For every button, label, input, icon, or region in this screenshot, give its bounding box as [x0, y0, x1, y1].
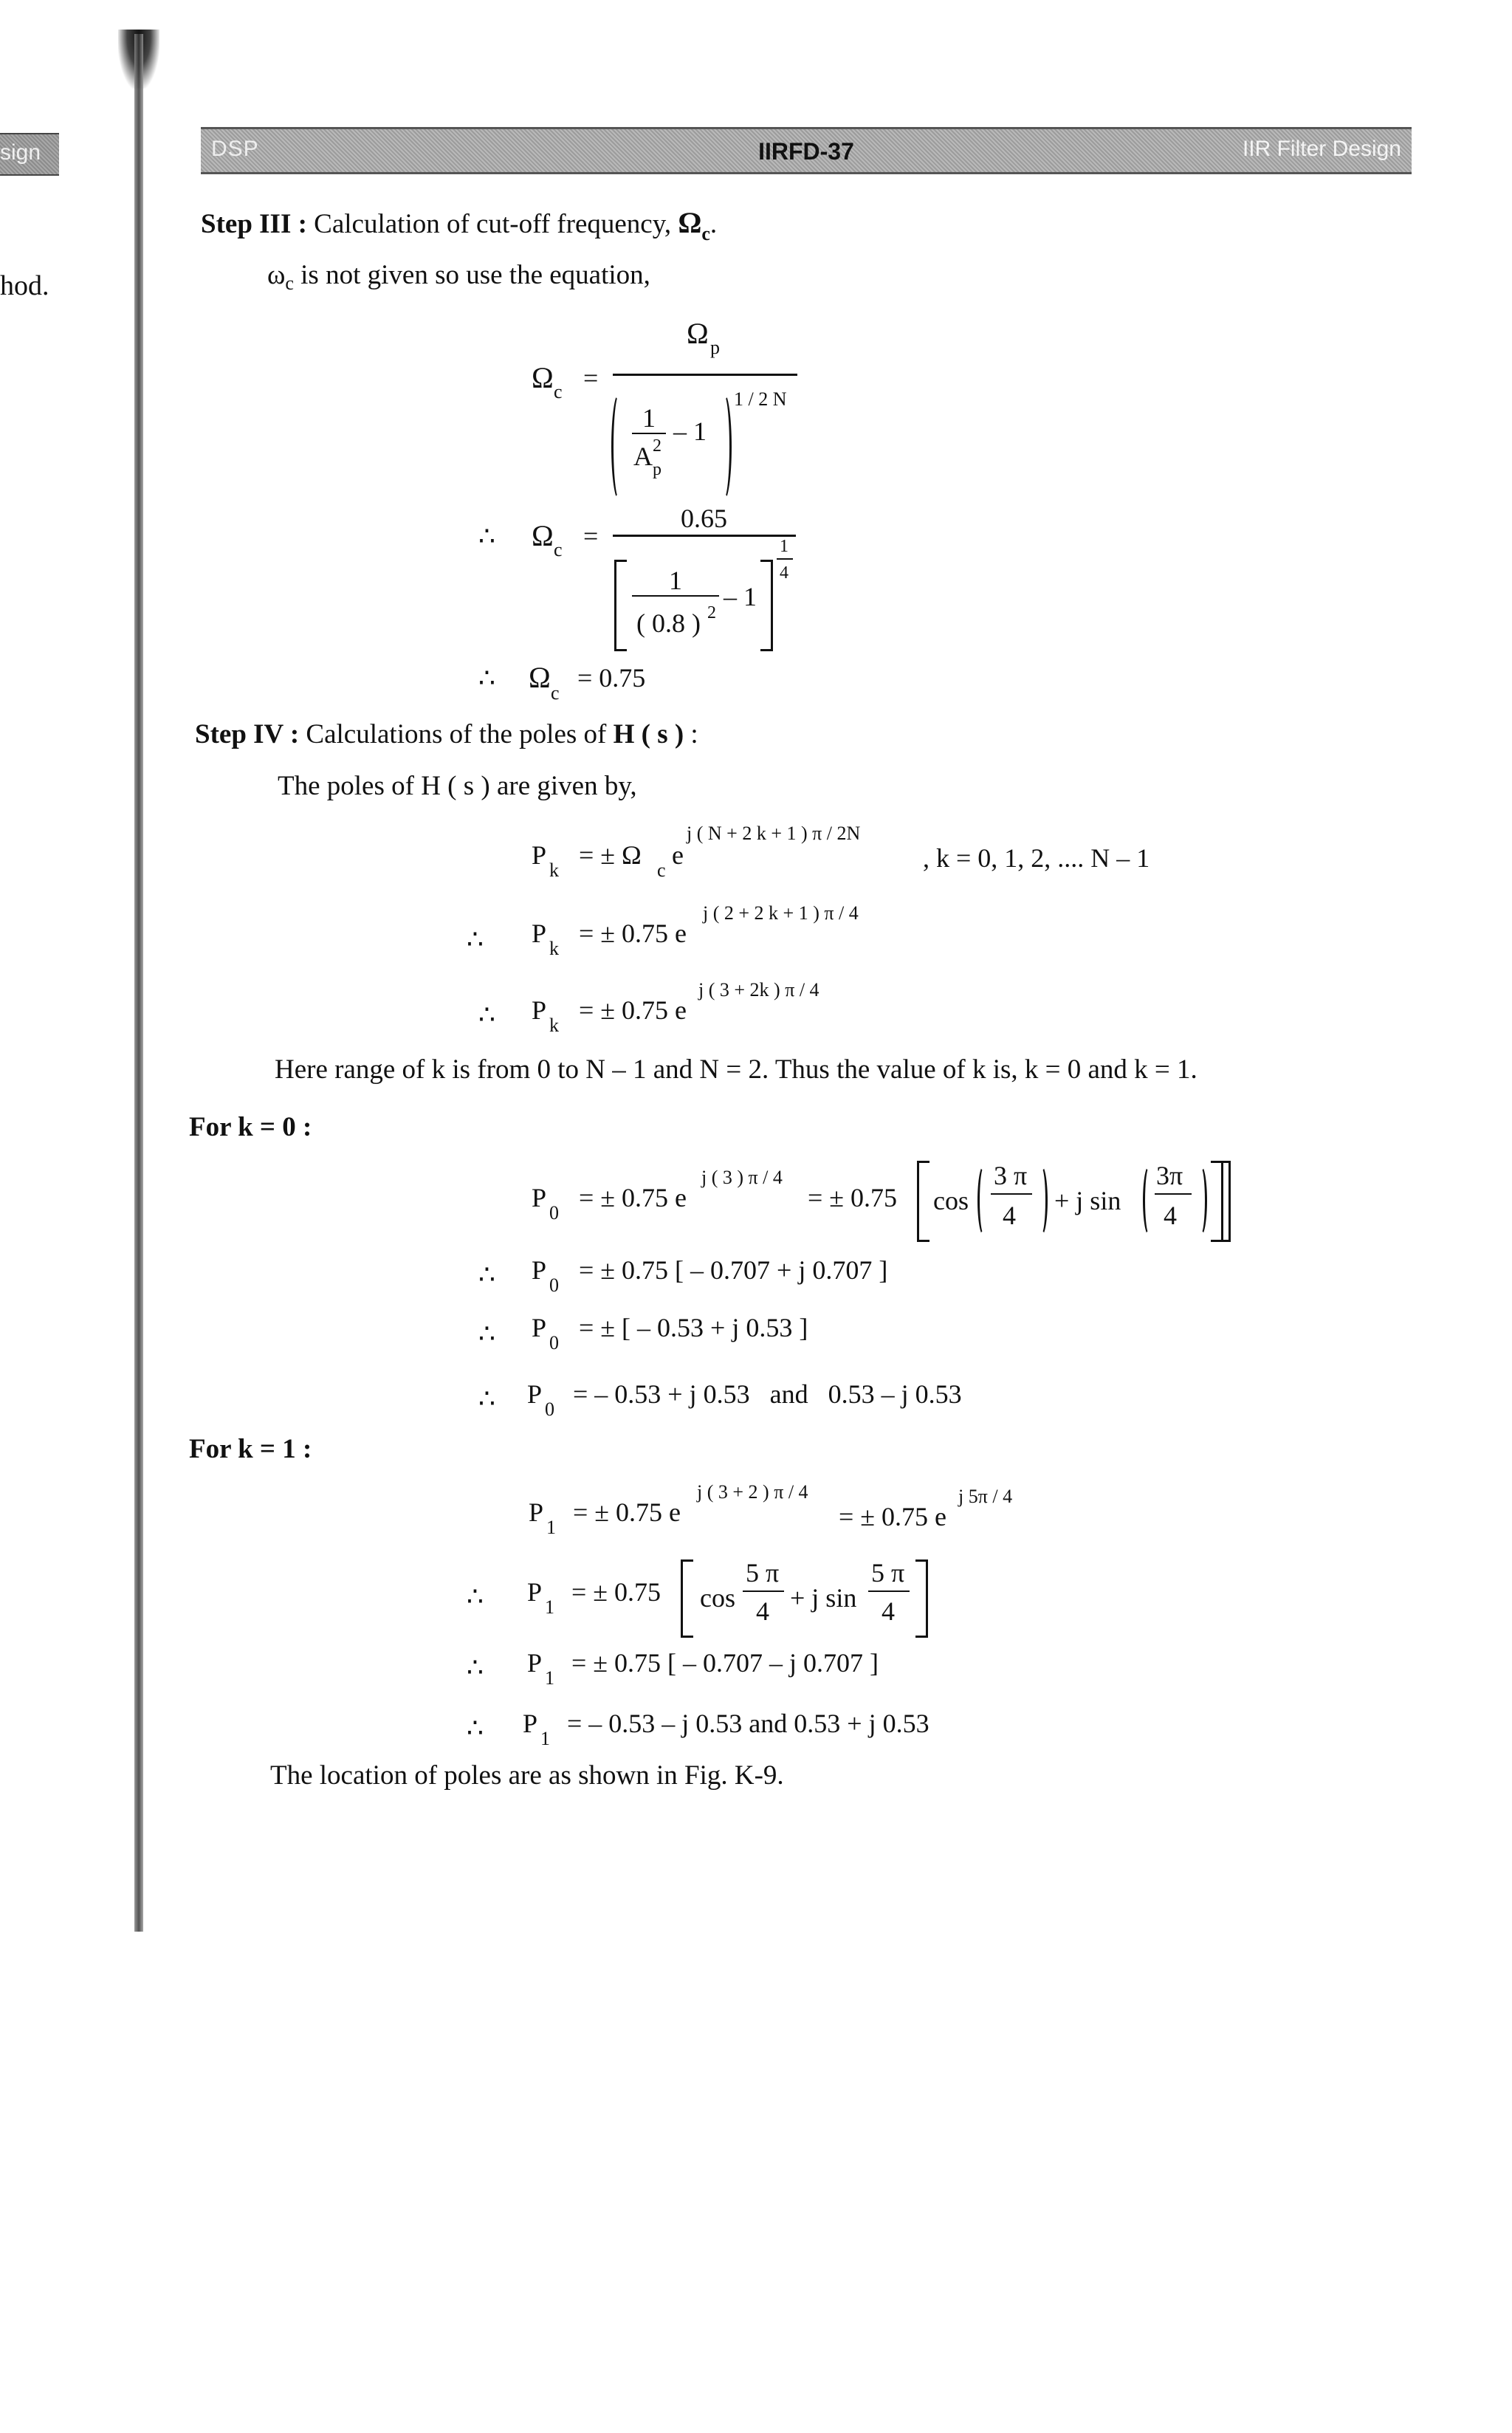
step4-intro: The poles of H ( s ) are given by, [278, 771, 637, 801]
step3-heading: Step III : Calculation of cut-off frequency, $\Omega_c$. [201, 206, 718, 244]
header-left-label: DSP [211, 137, 259, 161]
fraction-bar [613, 535, 796, 537]
prev-page-text-fragment: hod. [0, 270, 49, 301]
page-number: IIRFD-37 [758, 138, 854, 165]
step3-note: $\omega_c$ is not given so use the equation, [267, 260, 650, 294]
binding-shadow [134, 34, 143, 1932]
step4-heading: Step IV : Calculations of the poles of H ( s ) : [195, 719, 698, 749]
prev-page-header-tab: sign [0, 133, 59, 176]
fraction-bar [613, 374, 797, 376]
k-range-text: Here range of k is from 0 to N – 1 and N = 2. Thus the value of k is, k = 0 and k = 1. [275, 1054, 1197, 1085]
k1-heading: For k = 1 : [189, 1434, 312, 1464]
closing-text: The location of poles are as shown in Fig. K-9. [270, 1760, 784, 1791]
page-header [201, 127, 1412, 174]
header-chapter-title: IIR Filter Design [1242, 137, 1401, 161]
k0-heading: For k = 0 : [189, 1112, 312, 1142]
